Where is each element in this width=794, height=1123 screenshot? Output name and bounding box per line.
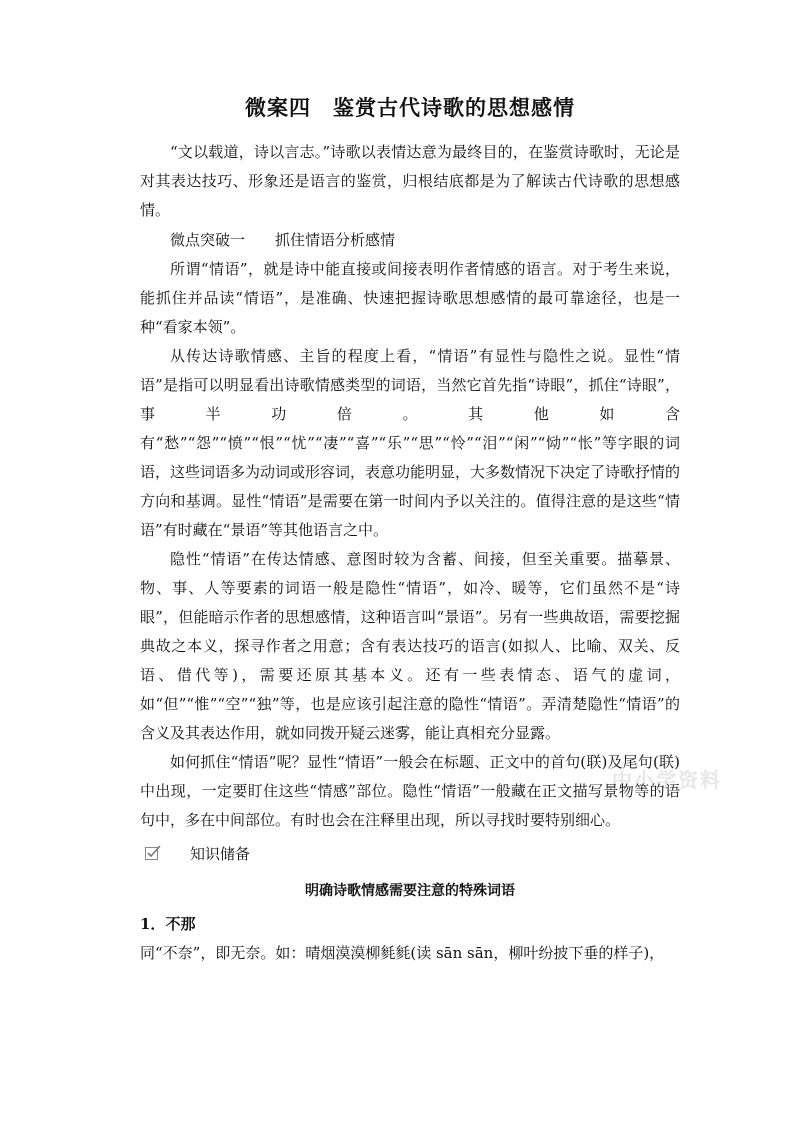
section-label: 微点突破一 bbox=[170, 231, 246, 249]
item-text: 同“不奈”，即无奈。如：晴烟漠漠柳毵毵(读 sān sān，柳叶纷披下垂的样子)， bbox=[140, 944, 665, 962]
document-page bbox=[140, 92, 680, 968]
item-term: 不那 bbox=[165, 915, 196, 933]
section-heading bbox=[140, 225, 680, 255]
item-heading bbox=[140, 909, 680, 939]
page-title: 微案四 鉴赏古代诗歌的思想感情 bbox=[245, 95, 575, 120]
section-title: 抓住情语分析感情 bbox=[275, 231, 396, 249]
knowledge-label: 知识储备 bbox=[190, 844, 251, 863]
body-paragraph: 如何抓住“情语”呢？显性“情语”一般会在标题、正文中的首句(联)及尾句(联)中出现，一定要盯住这些“情感”部位。隐性“情语”一般藏在正文描写景物等的语句中，多在中间部位。有时也会在注释里出现，所以寻找时要特别细心。 bbox=[140, 753, 680, 829]
body-paragraph: 隐性“情语”在传达情感、意图时较为含蓄、间接，但至关重要。描摹景、物、事、人等要素的词语一般是隐性“情语”，如冷、暖等，它们虽然不是“诗眼”，但能暗示作者的思想感情，这种语言叫“景语”。另有一些典故语，需要挖掘典故之本义，探寻作者之用意；含有表达技巧的语言(如拟人、比喻、双关、反语、借代等)，需要还原其基本义。还有一些表情态、语气的虚词，如“但”“惟”“空”“独”等，也是应该引起注意的隐性“情语”。弄清楚隐性“情语”的含义及其表达作用，就如同拨开疑云迷雾，能让真相充分显露。 bbox=[140, 550, 680, 742]
body-paragraph: 所谓“情语”，就是诗中能直接或间接表明作者情感的语言。对于考生来说，能抓住并品读“情语”，是准确、快速把握诗歌思想感情的最可靠途径，也是一种“看家本领”。 bbox=[140, 260, 680, 336]
knowledge-reserve-row bbox=[144, 837, 680, 869]
watermark: 中小学资料 bbox=[612, 768, 722, 792]
checkbox-pencil-icon bbox=[144, 844, 162, 862]
intro-paragraph: “文以载道，诗以言志。”诗歌以表情达意为最终目的，在鉴赏诗歌时，无论是对其表达技巧、形象还是语言的鉴赏，归根结底都是为了解读古代诗歌的思想感情。 bbox=[140, 143, 680, 219]
body-paragraph: 从传达诗歌情感、主旨的程度上看，“情语”有显性与隐性之说。显性“情语”是指可以明显看出诗歌情感类型的词语，当然它首先指“诗眼”，抓住“诗眼”，事半功倍。其他如含有“愁”“怨”“愤”“恨”“忧”“凄”“喜”“乐”“思”“怜”“泪”“闲”“恸”“怅”等字眼的词语，这些词语多为动词或形容词，表意功能明显，大多数情况下决定了诗歌抒情的方向和基调。显性“情语”是需要在第一时间内予以关注的。值得注意的是这些“情语”有时藏在“景语”等其他语言之中。 bbox=[140, 347, 681, 539]
subtitle: 明确诗歌情感需要注意的特殊词语 bbox=[305, 883, 515, 899]
item-number: 1． bbox=[140, 915, 166, 933]
